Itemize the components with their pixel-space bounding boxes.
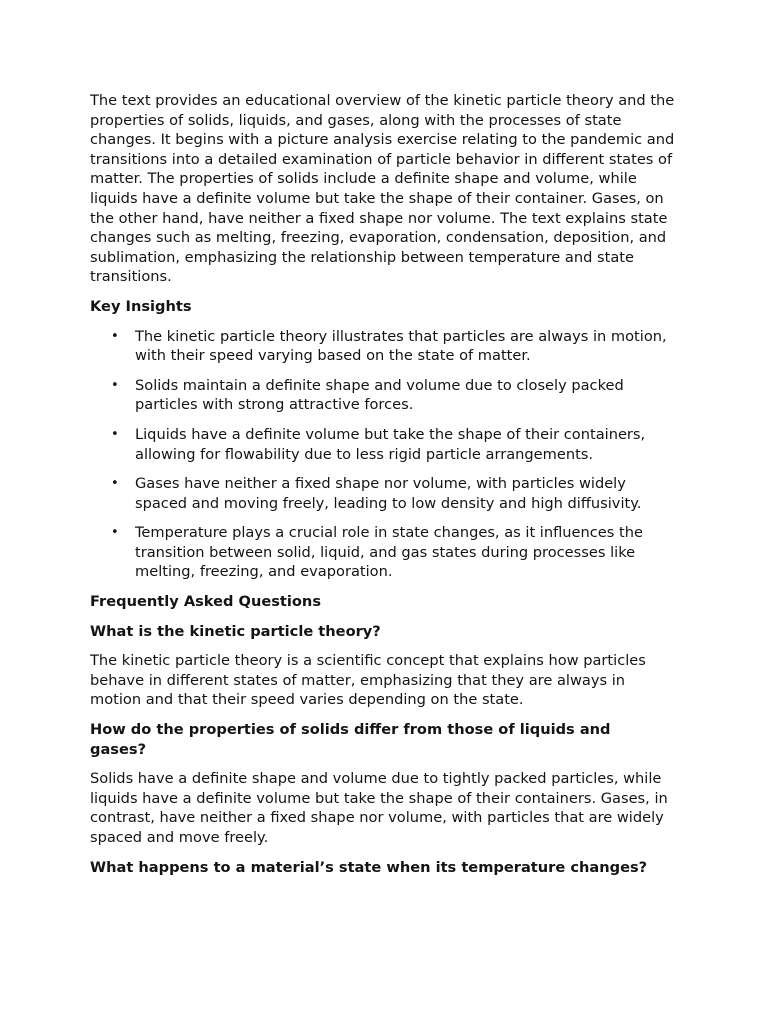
list-item [90,474,678,513]
list-item-text: Liquids have a definite volume but take the shape of their containers, allowing for flowability due to less rigid particle arrangements. [135,425,646,463]
list-item [90,425,678,464]
list-item-text: Solids maintain a definite shape and volume due to closely packed particles with strong attractive forces. [135,376,624,414]
key-insights-heading: Key Insights [90,297,192,315]
faq-question: What is the kinetic particle theory? [90,622,381,640]
bullet-icon: • [111,377,119,393]
bullet-icon: • [111,426,119,442]
faq-question: What happens to a material’s state when its temperature changes? [90,858,648,876]
intro-paragraph: The text provides an educational overview of the kinetic particle theory and the properties of solids, liquids, and gases, along with the processes of state changes. It begins with a picture analysis exercise relating to the pandemic and transitions into a detailed examination of particle behavior in different states of matter. The properties of solids include a definite shape and volume, while liquids have a definite volume but take the shape of their container. Gases, on the other hand, have neither a fixed shape nor volume. The text explains state changes such as melting, freezing, evaporation, condensation, deposition, and sublimation, emphasizing the relationship between temperature and state transitions. [90,92,675,286]
list-item-text: Temperature plays a crucial role in state changes, as it influences the transition between solid, liquid, and gas states during processes like melting, freezing, and evaporation. [135,524,643,581]
bullet-icon: • [111,476,119,492]
list-item [90,376,678,415]
faq-answer: Solids have a definite shape and volume due to tightly packed particles, while liquids have a definite volume but take the shape of their containers. Gases, in contrast, have neither a fixed shape nor volume, with particles that are widely spaced and move freely. [90,770,668,846]
key-insights-list [90,327,678,583]
faq-answer: The kinetic particle theory is a scientific concept that explains how particles behave in different states of matter, emphasizing that they are always in motion and that their speed varies depending on the state. [90,652,646,709]
list-item-text: The kinetic particle theory illustrates that particles are always in motion, with their speed varying based on the state of matter. [135,327,667,365]
faq-question: How do the properties of solids differ from those of liquids and gases? [90,721,611,758]
bullet-icon: • [111,525,119,541]
list-item [90,523,678,582]
list-item-text: Gases have neither a fixed shape nor volume, with particles widely spaced and moving freely, leading to low density and high diffusivity. [135,475,642,512]
list-item [90,327,678,366]
bullet-icon: • [111,328,119,344]
faq-heading: Frequently Asked Questions [90,593,322,611]
